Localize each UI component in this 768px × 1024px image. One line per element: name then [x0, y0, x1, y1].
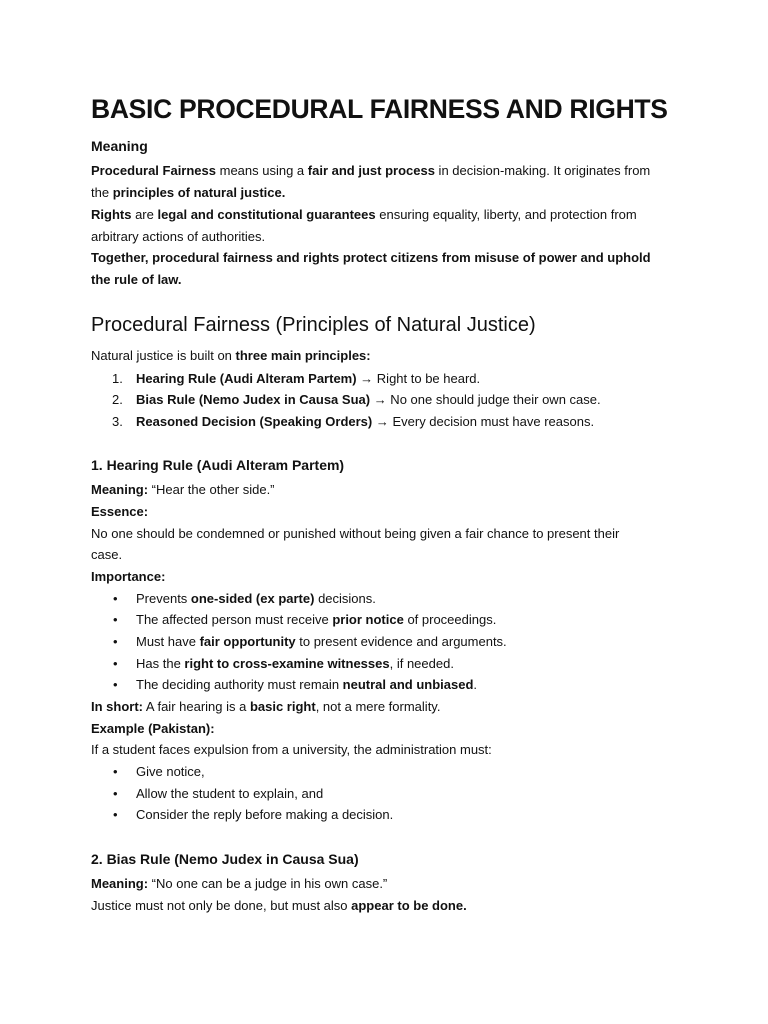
bullet-icon: •: [113, 677, 118, 692]
meaning-heading: Meaning: [91, 138, 148, 154]
essence-label: Essence:: [91, 504, 149, 519]
together-line-2: the rule of law.: [91, 272, 182, 287]
list-item: The affected person must receive prior notice of proceedings.: [136, 612, 497, 627]
bias-rule-heading: 2. Bias Rule (Nemo Judex in Causa Sua): [91, 851, 359, 867]
page-title: BASIC PROCEDURAL FAIRNESS AND RIGHTS: [91, 94, 668, 124]
bullet-icon: •: [113, 764, 118, 779]
justice-line: Justice must not only be done, but must also appear to be done.: [91, 898, 467, 913]
hearing-meaning: Meaning: “Hear the other side.”: [91, 482, 275, 497]
list-number: 1.: [112, 371, 123, 386]
list-item: The deciding authority must remain neutral and unbiased.: [136, 677, 478, 692]
hearing-rule-heading: 1. Hearing Rule (Audi Alteram Partem): [91, 457, 345, 473]
list-item: Must have fair opportunity to present evidence and arguments.: [136, 634, 507, 649]
list-item: Consider the reply before making a decision.: [136, 807, 394, 822]
example-label: Example (Pakistan):: [91, 721, 215, 736]
importance-label: Importance:: [91, 569, 166, 584]
meaning-line-1: Procedural Fairness means using a fair and just process in decision-making. It originates from: [91, 163, 651, 178]
essence-line-2: case.: [91, 547, 123, 562]
example-text: If a student faces expulsion from a university, the administration must:: [91, 742, 492, 757]
in-short-line: In short: A fair hearing is a basic right, not a mere formality.: [91, 699, 441, 714]
together-line-1: Together, procedural fairness and rights protect citizens from misuse of power and uphold: [91, 250, 651, 265]
list-item: Allow the student to explain, and: [136, 786, 324, 801]
bullet-icon: •: [113, 786, 118, 801]
bullet-icon: •: [113, 634, 118, 649]
list-item: Prevents one-sided (ex parte) decisions.: [136, 591, 376, 606]
list-item: Reasoned Decision (Speaking Orders) → Every decision must have reasons.: [136, 414, 595, 429]
list-number: 2.: [112, 392, 123, 407]
list-item: Hearing Rule (Audi Alteram Partem) → Right to be heard.: [136, 371, 481, 386]
bullet-icon: •: [113, 591, 118, 606]
rights-line-2: arbitrary actions of authorities.: [91, 229, 266, 244]
list-item: Bias Rule (Nemo Judex in Causa Sua) → No one should judge their own case.: [136, 392, 601, 407]
essence-line-1: No one should be condemned or punished without being given a fair chance to present their: [91, 526, 620, 541]
meaning-line-2: the principles of natural justice.: [91, 185, 286, 200]
bullet-icon: •: [113, 612, 118, 627]
rights-line-1: Rights are legal and constitutional guarantees ensuring equality, liberty, and protection from: [91, 207, 637, 222]
natural-justice-intro: Natural justice is built on three main principles:: [91, 348, 371, 363]
list-item: Has the right to cross-examine witnesses, if needed.: [136, 656, 454, 671]
bullet-icon: •: [113, 656, 118, 671]
list-item: Give notice,: [136, 764, 205, 779]
list-number: 3.: [112, 414, 123, 429]
bullet-icon: •: [113, 807, 118, 822]
section-heading-procedural-fairness: Procedural Fairness (Principles of Natural Justice): [91, 314, 536, 336]
bias-meaning: Meaning: “No one can be a judge in his own case.”: [91, 876, 388, 891]
